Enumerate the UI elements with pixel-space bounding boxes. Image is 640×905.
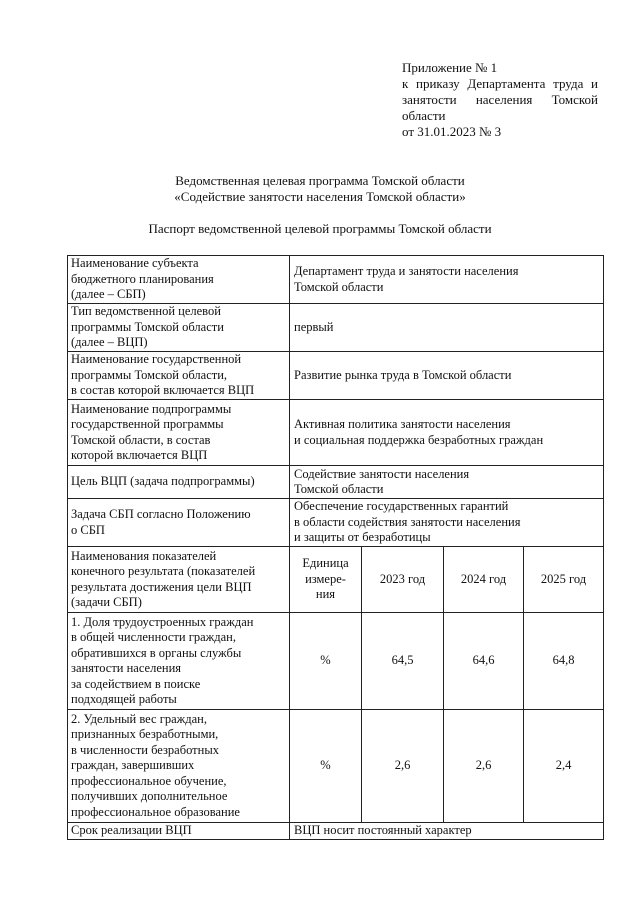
row-value-task: Обеспечение государственных гарантий в области содействия занятости населения и защиты от безработицы [290, 499, 604, 547]
indicators-header-label: Наименования показателей конечного результата (показателей результата достижения цели ВЦП (задачи СБП) [68, 547, 290, 613]
appendix-line-1: Приложение № 1 [402, 60, 498, 75]
row-value-goal: Содействие занятости населения Томской области [290, 466, 604, 499]
indicator-value-2023: 64,5 [362, 613, 444, 710]
row-value-state-program: Развитие рынка труда в Томской области [290, 352, 604, 400]
table-row [68, 256, 604, 304]
row-label-sbp: Наименование субъекта бюджетного планирования (далее – СБП) [68, 256, 290, 304]
row-label-goal: Цель ВЦП (задача подпрограммы) [68, 466, 290, 499]
appendix-line-5: от 31.01.2023 № 3 [402, 124, 502, 139]
indicators-header-row [68, 547, 604, 613]
row-label-task: Задача СБП согласно Положению о СБП [68, 499, 290, 547]
table-row [68, 466, 604, 499]
row-value-vcp-type: первый [290, 304, 604, 352]
indicator-name: 2. Удельный вес граждан, признанных безработными, в численности безработных граждан, завершивших профессиональное обучение, получивших дополнительное профессиональное образование [68, 710, 290, 823]
appendix-block [402, 60, 598, 140]
program-title-line-1: Ведомственная целевая программа Томской области [175, 173, 465, 188]
program-title-line-2: «Содействие занятости населения Томской области» [174, 189, 466, 204]
indicator-row [68, 710, 604, 823]
indicator-name: 1. Доля трудоустроенных граждан в общей численности граждан, обратившихся в органы службы занятости населения за содействием в поиске подходящей работы [68, 613, 290, 710]
passport-table [67, 255, 604, 840]
appendix-line-3: занятости населения Томской [402, 92, 598, 107]
row-label-term: Срок реализации ВЦП [68, 823, 290, 840]
table-row [68, 304, 604, 352]
table-row [68, 352, 604, 400]
appendix-line-4: области [402, 108, 446, 123]
indicator-unit: % [290, 613, 362, 710]
table-row [68, 823, 604, 840]
row-label-state-program: Наименование государственной программы Томской области, в состав которой включается ВЦП [68, 352, 290, 400]
row-label-subprogram: Наименование подпрограммы государственной программы Томской области, в состав которой включается ВЦП [68, 400, 290, 466]
year-header-2023: 2023 год [362, 547, 444, 613]
row-value-subprogram: Активная политика занятости населения и социальная поддержка безработных граждан [290, 400, 604, 466]
indicator-value-2025: 64,8 [524, 613, 604, 710]
indicator-value-2025: 2,4 [524, 710, 604, 823]
indicator-value-2023: 2,6 [362, 710, 444, 823]
passport-subtitle: Паспорт ведомственной целевой программы Томской области [148, 221, 492, 236]
unit-header: Единица измере- ния [290, 547, 362, 613]
table-row [68, 499, 604, 547]
row-value-sbp: Департамент труда и занятости населения Томской области [290, 256, 604, 304]
row-value-term: ВЦП носит постоянный характер [290, 823, 604, 840]
indicator-value-2024: 2,6 [444, 710, 524, 823]
table-row [68, 400, 604, 466]
row-label-vcp-type: Тип ведомственной целевой программы Томской области (далее – ВЦП) [68, 304, 290, 352]
indicator-row [68, 613, 604, 710]
indicator-value-2024: 64,6 [444, 613, 524, 710]
year-header-2025: 2025 год [524, 547, 604, 613]
appendix-line-2: к приказу Департамента труда и [402, 76, 598, 91]
year-header-2024: 2024 год [444, 547, 524, 613]
indicator-unit: % [290, 710, 362, 823]
